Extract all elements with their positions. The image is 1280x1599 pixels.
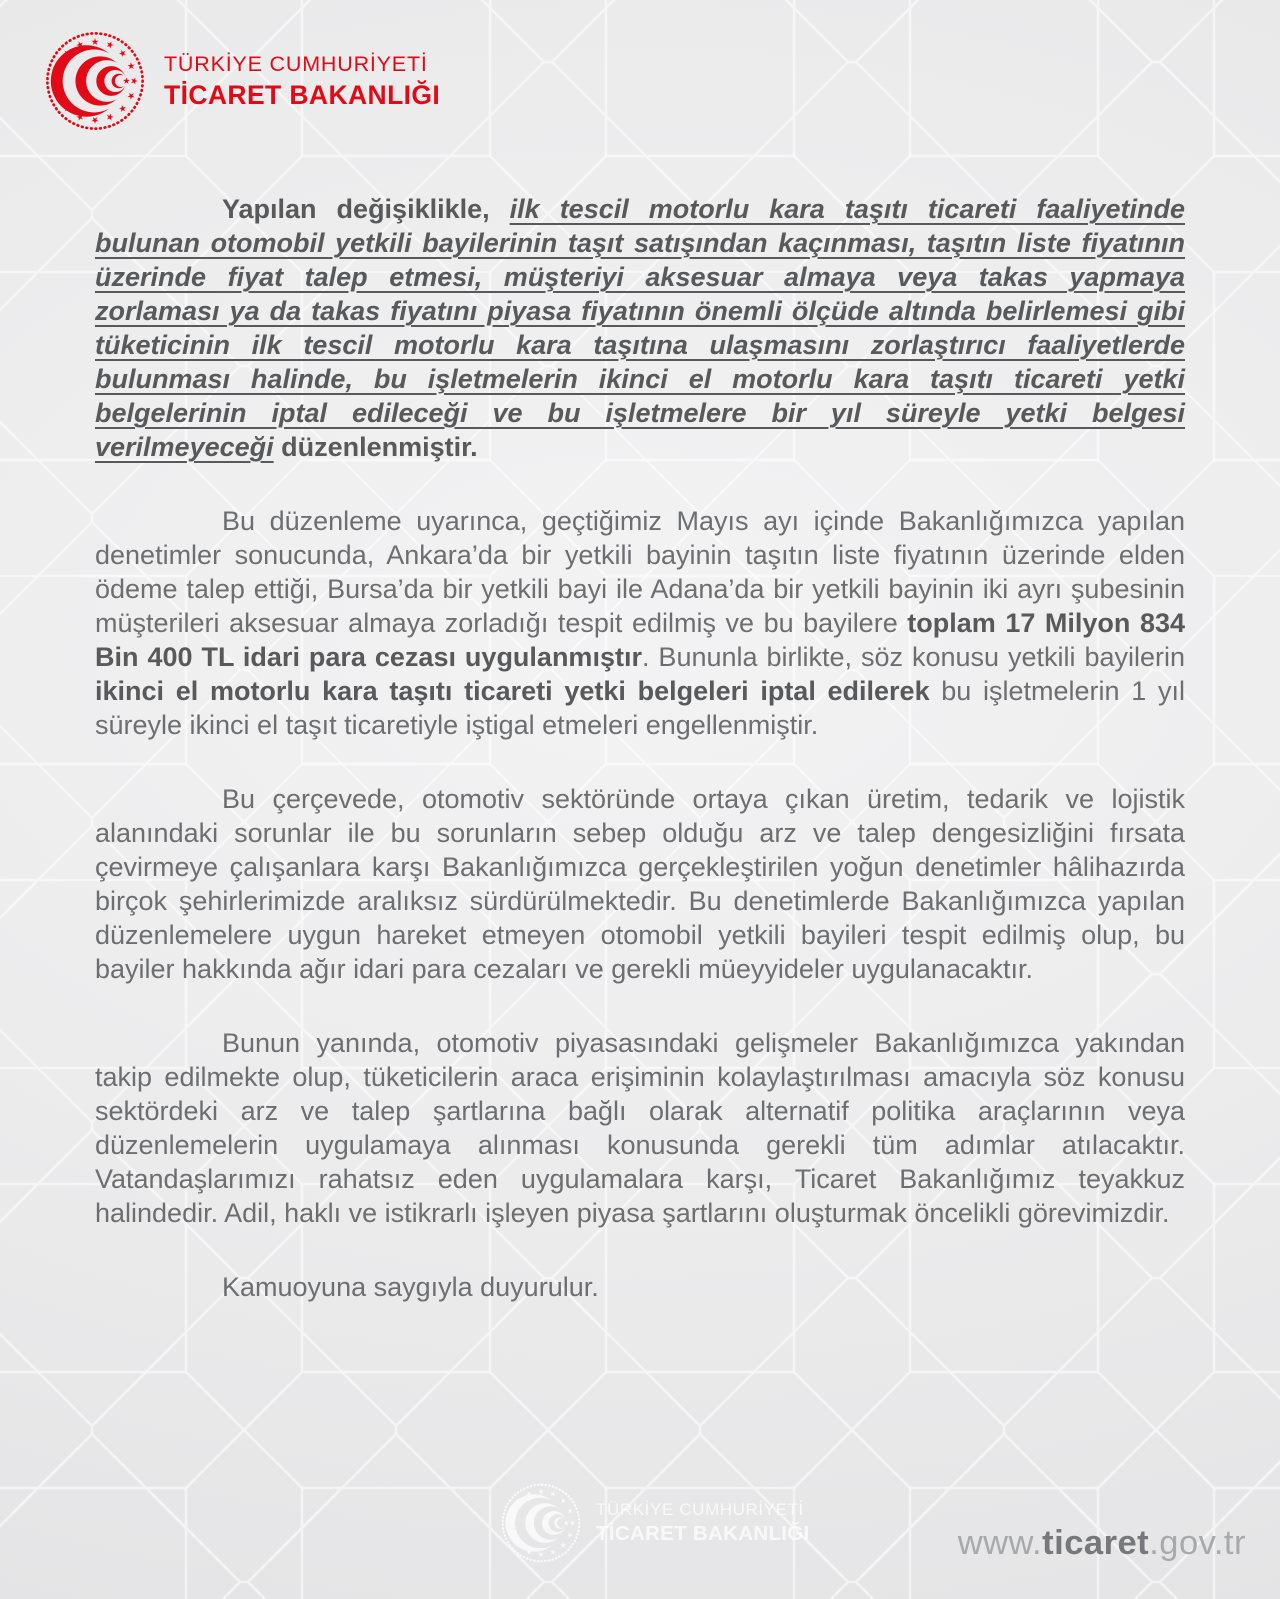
watermark-emblem-icon [500,1482,582,1564]
ministry-name-line2: TİCARET BAKANLIĞI [164,79,441,110]
p2-fine-amount: toplam 17 Milyon 834 Bin 400 TL idari para cezası uygulanmıştır [95,608,1185,672]
paragraph-sector-audits: Bu çerçevede, otomotiv sektöründe ortaya çıkan üretim, tedarik ve lojistik alanındaki sorunlar ile bu sorunların sebep olduğu arz ve talep dengesizliğini fırsata çevirmeye çalışanlara karşı Bakanlığımızca gerçekleştirilen yoğun denetimler hâlihazırda birçok şehirlerimizde aralıksız sürdürülmektedir. Bu denetimlerde Bakanlığımızca yapılan düzenlemelere uygun hareket etmeyen otomobil yetkili bayileri tespit edilmiş olup, bu bayiler hakkında ağır idari para cezaları ve gerekli müeyyideler uygulanacaktır. [95,784,1185,984]
announcement-body [95,192,1185,1344]
ministry-header [44,30,440,132]
url-suffix: .gov.tr [1149,1524,1246,1562]
ministry-emblem-icon [44,30,146,132]
watermark-text [596,1500,810,1546]
website-url [958,1524,1246,1563]
closing-line: Kamuoyuna saygıyla duyurulur. [222,1272,599,1302]
paragraph-inspections [95,504,1185,742]
p1-emphasis: ilk tescil motorlu kara taşıtı ticareti faaliyetinde bulunan otomobil yetkili bayilerinin taşıt satışından kaçınması, taşıtın liste fiyatının üzerinde fiyat talep etmesi, müşteriyi aksesuar almaya veya takas yapmaya zorlaması ya da takas fiyatını piyasa fiyatının önemli ölçüde altında belirlemesi gibi tüketicinin ilk tescil motorlu kara taşıtına ulaşmasını zorlaştırıcı faaliyetlerde bulunması halinde, bu işletmelerin ikinci el motorlu kara taşıtı ticareti yetki belgelerinin iptal edileceği ve bu işletmelere bir yıl süreyle yetki belgesi verilmeyeceği [95,194,1185,462]
url-prefix: www. [957,1524,1043,1562]
p2-text-1: Bu düzenleme uyarınca, geçtiğimiz Mayıs ayı içinde Bakanlığımızca yapılan denetimler sonucunda, Ankara’da bir yetkili bayinin taşıtın liste fiyatının üzerinde elden ödeme talep ettiği, Bursa’da bir yetkili bayi ile Adana’da bir yetkili bayinin iki ayrı şubesinin müşterileri aksesuar almaya zorladığı tespit edilmiş ve bu bayilere [95,506,1185,638]
p2-license-revocation: ikinci el motorlu kara taşıtı ticareti yetki belgeleri iptal edilerek [95,676,930,706]
footer-watermark [500,1482,810,1564]
paragraph-regulation [95,192,1185,464]
p2-text-2: . Bununla birlikte, söz konusu yetkili bayilerin [641,642,1185,672]
paragraph-market-measures: Bunun yanında, otomotiv piyasasındaki gelişmeler Bakanlığımızca yakından takip edilmekte olup, tüketicilerin araca erişiminin kolaylaştırılması amacıyla söz konusu sektördeki arz ve talep şartlarına bağlı olarak alternatif politika araçlarının veya düzenlemelerin uygulamaya alınması konusunda gerekli tüm adımlar atılacaktır. Vatandaşlarımızı rahatsız eden uygulamalara karşı, Ticaret Bakanlığımız teyakkuz halindedir. Adil, haklı ve istikrarlı işleyen piyasa şartlarını oluşturmak öncelikli görevimizdir. [95,1028,1185,1228]
ministry-name-line1: TÜRKİYE CUMHURİYETİ [164,51,428,76]
watermark-line2: TİCARET BAKANLIĞI [596,1522,810,1545]
url-domain: ticaret [1042,1524,1150,1562]
watermark-line1: TÜRKİYE CUMHURİYETİ [596,1500,804,1519]
p1-lead: Yapılan değişiklikle, [222,194,510,224]
ministry-name [164,52,440,111]
p2-text-3: bu işletmelerin 1 yıl süreyle ikinci el taşıt ticaretiyle iştigal etmeleri engellenmiştir. [95,676,1185,740]
p1-tail: düzenlenmiştir. [273,432,478,462]
